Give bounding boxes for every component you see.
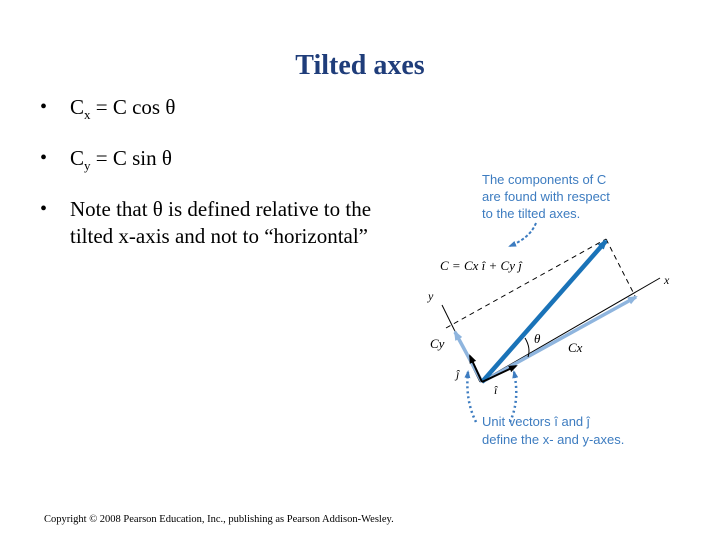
equation-label: C = Cx î + Cy ĵ <box>440 258 522 273</box>
theta-label: θ <box>534 331 541 346</box>
cx-label: Cx <box>568 340 583 355</box>
copyright-notice: Copyright © 2008 Pearson Education, Inc., publishing as Pearson Addison-Wesley. <box>44 514 394 525</box>
projection-dashed-right <box>606 239 635 296</box>
cy-label: Cy <box>430 336 445 351</box>
y-axis-label: y <box>428 289 434 303</box>
j-hat-label: ĵ <box>456 367 460 381</box>
bullet-dot: • <box>40 198 48 220</box>
callout-top-pointer <box>510 223 536 246</box>
vector-cx <box>482 297 636 382</box>
callout-bottom-line-2: define the x- and y-axes. <box>482 432 625 447</box>
projection-dashed-top <box>446 239 606 328</box>
callout-bottom <box>482 414 624 447</box>
slide-title: Tilted axes <box>295 50 425 81</box>
x-axis-label: x <box>664 273 670 287</box>
callout-top-line-2: are found with respect <box>482 189 610 204</box>
callout-bottom-pointer-j <box>467 372 476 422</box>
bullet-note: • Note that θ is defined relative to the tilted x-axis and not to “horizontal” <box>40 197 372 248</box>
bullet-dot: • <box>40 147 48 169</box>
bullet-dot: • <box>40 96 48 118</box>
unit-vector-j <box>470 356 482 382</box>
callout-top <box>482 172 610 221</box>
tilted-axes-diagram <box>410 160 700 460</box>
bullet-list <box>40 94 380 272</box>
i-hat-label: î <box>494 383 498 397</box>
bullet-cx: • $C_x = C$ cos θ <box>40 95 176 122</box>
callout-top-line-1: The components of C <box>482 172 607 187</box>
callout-bottom-line-1: Unit vectors î and ĵ <box>482 414 590 429</box>
callout-top-line-3: to the tilted axes. <box>482 206 581 221</box>
bullet-cy: • $C_y = C$ sin θ <box>40 146 172 173</box>
theta-arc <box>525 338 529 357</box>
